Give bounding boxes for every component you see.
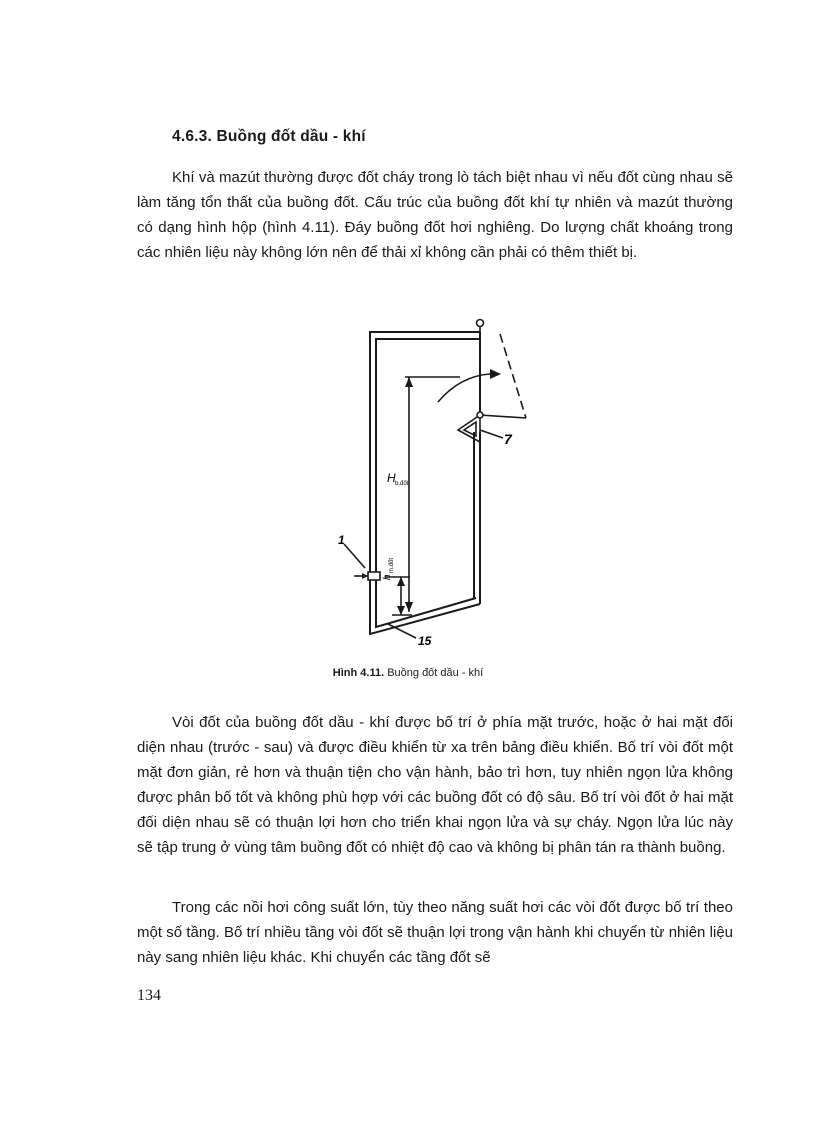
label-screen: 7 xyxy=(504,431,512,447)
figure-caption-label: Hình 4.11. xyxy=(332,667,385,679)
paragraph-intro: Khí và mazút thường được đốt cháy trong lò tách biệt nhau vì nếu đốt cùng nhau sẽ làm tăng tổn thất của buồng đốt. Cấu trúc của buồng đốt khí tự nhiên và mazút thường có dạng hình hộp (hình 4.11). Đáy buồng đốt hơi nghiêng. Do lượng chất khoáng trong các nhiên liệu này không lớn nên để thải xỉ không cần phải có thêm thiết bị. xyxy=(137,169,733,261)
section-heading: 4.6.3. Buồng đốt dầu - khí xyxy=(172,128,366,145)
figure-caption-text: Buồng đốt dầu - khí xyxy=(387,667,484,679)
page-number: 134 xyxy=(137,987,161,1004)
furnace-diagram-svg xyxy=(330,312,540,652)
label-h-burner-sub: m.đốt xyxy=(389,557,395,573)
paragraph-burner-layout: Vòi đốt của buồng đốt dầu - khí được bố trí ở phía mặt trước, hoặc ở hai mặt đối diện nhau (trước - sau) và được điều khiển từ xa trên bảng điều khiển. Bố trí vòi đốt một mặt đơn giản, rẻ hơn và thuận tiện cho vận hành, bảo trì hơn, tuy nhiên ngọn lửa không được phân bố tốt và không phù hợp với các buồng đốt có độ sâu. Bố trí vòi đốt ở hai mặt đối diện nhau sẽ có thuận lợi hơn cho triển khai ngọn lửa và sự cháy. Ngọn lửa lúc này sẽ tập trung ở vùng tâm buồng đốt có nhiệt độ cao và không bị phân tán ra thành buồng. xyxy=(137,714,733,856)
label-h-total-sub: b.đốt xyxy=(395,481,409,487)
label-h-total: H xyxy=(387,471,396,485)
figure-caption xyxy=(0,667,816,679)
paragraph-multi-tier: Trong các nồi hơi công suất lớn, tùy theo năng suất hơi các vòi đốt được bố trí theo một số tầng. Bố trí nhiều tầng vòi đốt sẽ thuận lợi trong vận hành khi chuyển từ nhiên liệu này sang nhiên liệu khác. Khi chuyển các tầng đốt sẽ xyxy=(137,899,733,966)
furnace-diagram xyxy=(330,312,540,652)
label-burner: 1 xyxy=(338,533,345,547)
label-bottom: 15 xyxy=(418,634,432,648)
label-h-burner: h xyxy=(382,574,393,580)
